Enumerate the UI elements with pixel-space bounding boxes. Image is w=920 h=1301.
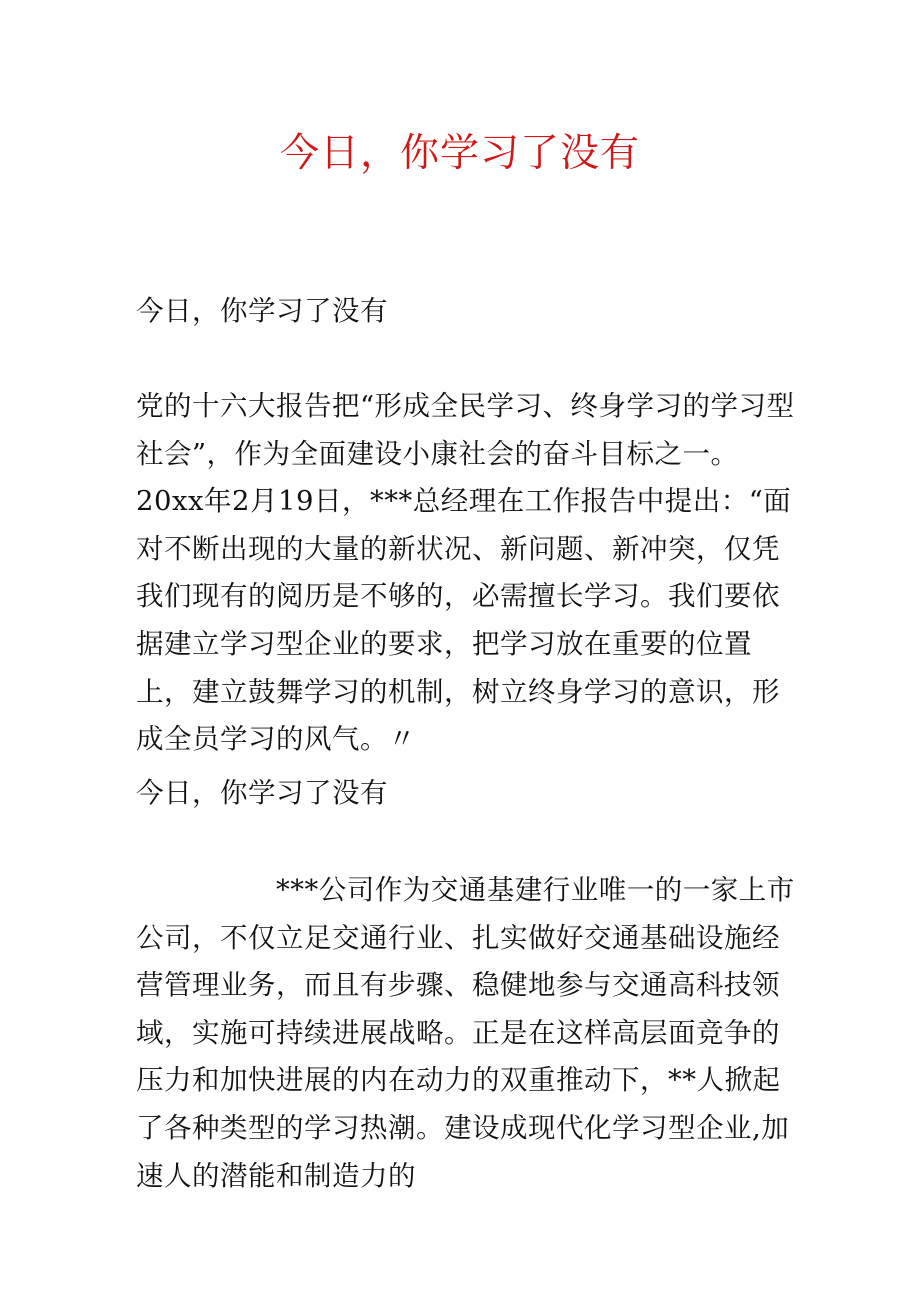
section-heading-2: 今日，你学习了没有 — [136, 777, 388, 809]
section-paragraph-1: 党的十六大报告把“形成全民学习、终身学习的学习型社会”，作为全面建设小康社会的奋斗目标之一。20xx年2月19日，***总经理在工作报告中提出：“面对不断出现的大量的新状况、新问题、新冲突，仅凭我们现有的阅历是不够的，必需擅长学习。我们要依据建立学习型企业的要求，把学习放在重要的位置上，建立鼓舞学习的机制，树立终身学习的意识，形成全员学习的风气。〃 — [136, 390, 795, 756]
document-title: 今日，你学习了没有 — [279, 131, 640, 176]
section-paragraph-2: ***公司作为交通基建行业唯一的一家上市公司，不仅立足交通行业、扎实做好交通基础设施经营管理业务，而且有步骤、稳健地参与交通高科技领域，实施可持续进展战略。正是在这样高层面竞争的压力和加快进展的内在动力的双重推动下，**人掀起了各种类型的学习热潮。建设成现代化学习型企业,加速人的潜能和制造力的 — [136, 874, 795, 1192]
section-heading-1: 今日，你学习了没有 — [136, 295, 388, 327]
